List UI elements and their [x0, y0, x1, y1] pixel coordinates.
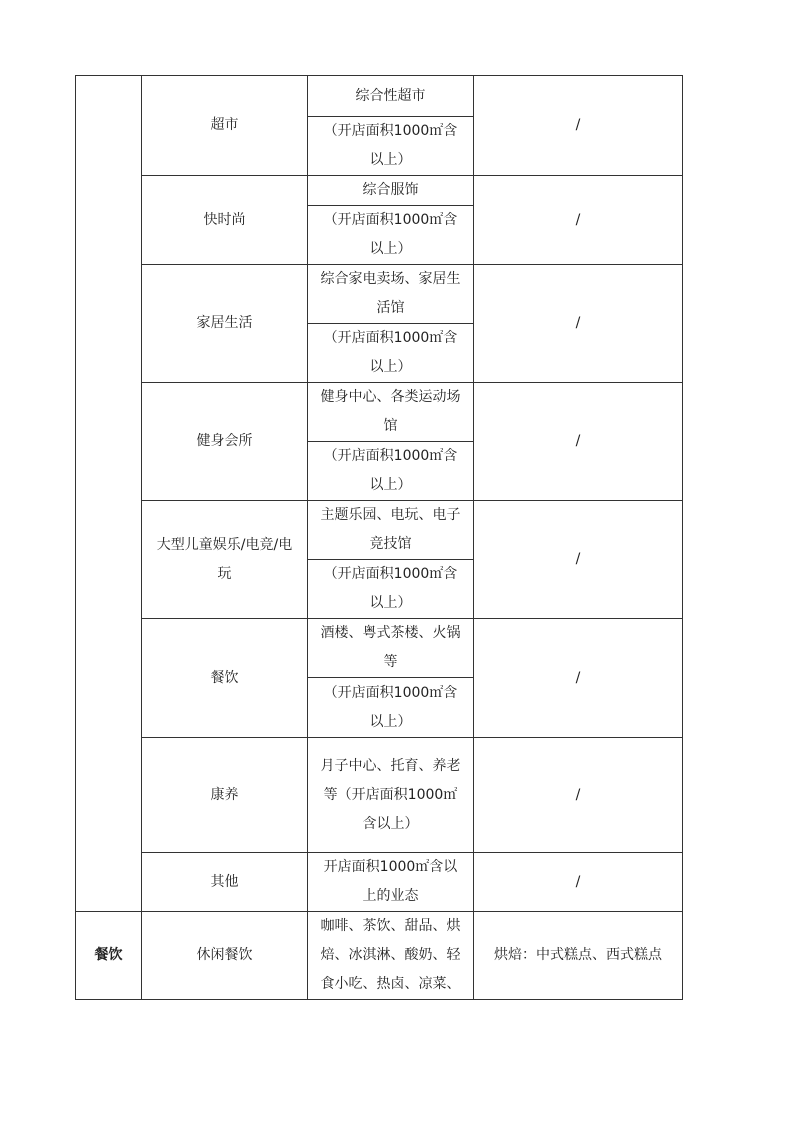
table-row: [76, 383, 683, 442]
note-cell: /: [474, 176, 683, 265]
table-row: [76, 76, 683, 117]
description-cell: 综合服饰: [308, 176, 474, 206]
description-cell: 综合家电卖场、家居生活馆: [308, 265, 474, 324]
note-cell: /: [474, 383, 683, 501]
category-cell: 餐饮: [76, 912, 142, 1000]
table-row: [76, 738, 683, 853]
business-type-table: [75, 75, 683, 1000]
description-cell: 健身中心、各类运动场馆: [308, 383, 474, 442]
note-cell: /: [474, 853, 683, 912]
note-cell: /: [474, 265, 683, 383]
table-row: [76, 176, 683, 206]
note-cell: /: [474, 619, 683, 738]
note-cell: /: [474, 738, 683, 853]
description-cell: （开店面积1000㎡含以上）: [308, 206, 474, 265]
description-cell: （开店面积1000㎡含以上）: [308, 678, 474, 738]
note-cell: 烘焙：中式糕点、西式糕点: [474, 912, 683, 1000]
table-row: [76, 853, 683, 912]
description-cell: 咖啡、茶饮、甜品、烘焙、冰淇淋、酸奶、轻食小吃、热卤、凉菜、: [308, 912, 474, 1000]
table-row: [76, 501, 683, 560]
category-cell: [76, 76, 142, 912]
subcategory-cell: 休闲餐饮: [142, 912, 308, 1000]
subcategory-cell: 快时尚: [142, 176, 308, 265]
note-cell: /: [474, 76, 683, 176]
note-cell: /: [474, 501, 683, 619]
table-row: [76, 265, 683, 324]
description-cell: （开店面积1000㎡含以上）: [308, 117, 474, 176]
subcategory-cell: 家居生活: [142, 265, 308, 383]
subcategory-cell: 大型儿童娱乐/电竞/电玩: [142, 501, 308, 619]
description-cell: 综合性超市: [308, 76, 474, 117]
subcategory-cell: 超市: [142, 76, 308, 176]
subcategory-cell: 康养: [142, 738, 308, 853]
description-cell: 月子中心、托育、养老等（开店面积1000㎡含以上）: [308, 738, 474, 853]
description-cell: （开店面积1000㎡含以上）: [308, 560, 474, 619]
description-cell: 主题乐园、电玩、电子竞技馆: [308, 501, 474, 560]
description-cell: 酒楼、粤式茶楼、火锅等: [308, 619, 474, 678]
subcategory-cell: 其他: [142, 853, 308, 912]
table-row: [76, 912, 683, 1000]
description-cell: （开店面积1000㎡含以上）: [308, 442, 474, 501]
description-cell: 开店面积1000㎡含以上的业态: [308, 853, 474, 912]
description-cell: （开店面积1000㎡含以上）: [308, 324, 474, 383]
subcategory-cell: 健身会所: [142, 383, 308, 501]
table-row: [76, 619, 683, 678]
subcategory-cell: 餐饮: [142, 619, 308, 738]
